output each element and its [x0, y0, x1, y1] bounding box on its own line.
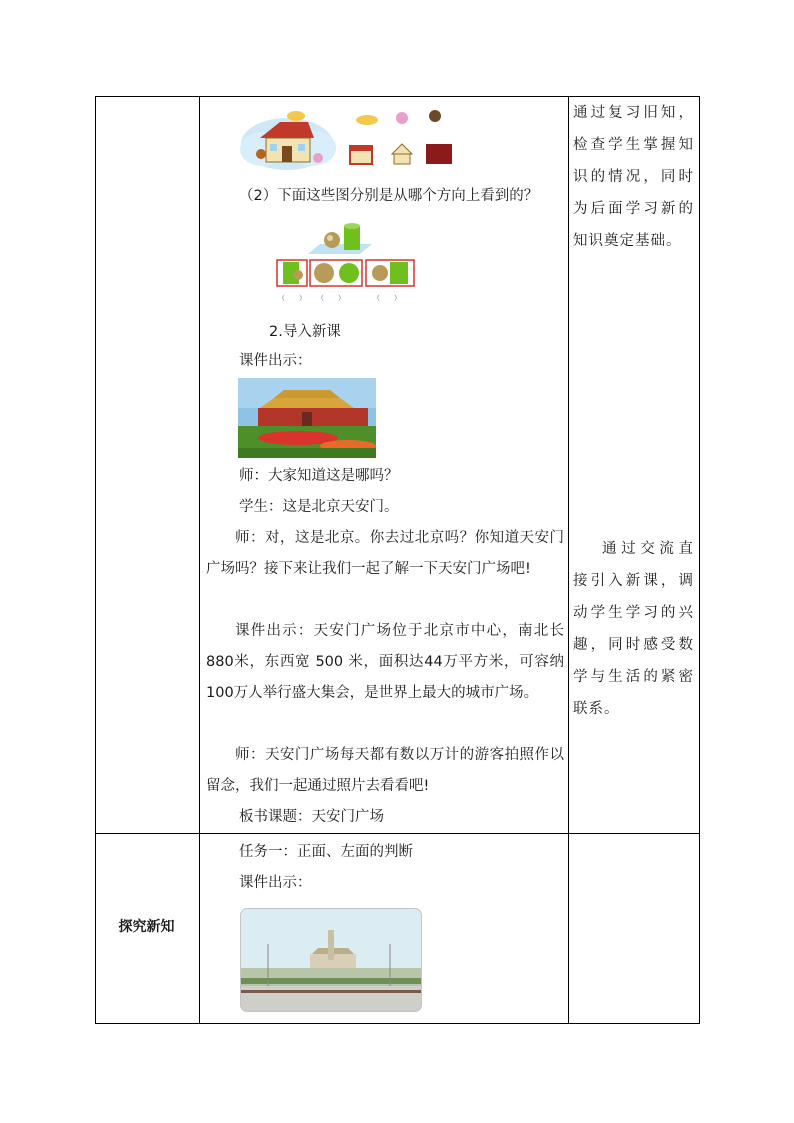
house-views-illustration	[232, 104, 462, 172]
note-intro: 通过交流直接引入新课，调动学生学习的兴趣，同时感受数学与生活的紧密联系。	[573, 541, 694, 717]
section-label-explore: 探究新知	[118, 919, 175, 935]
courseware-plaza-facts: 课件出示：天安门广场位于北京市中心，南北长880米，东西宽 500 米，面积达44万平方米，可容纳100万人举行盛大集会，是世界上最大的城市广场。	[206, 623, 564, 701]
board-topic: 板书课题：天安门广场	[239, 809, 384, 825]
answer-blank: （ ）	[317, 294, 345, 302]
ball-cylinder-views	[272, 218, 422, 294]
tiananmen-square-photo	[240, 908, 422, 1012]
dialogue-student-1: 学生：这是北京天安门。	[239, 499, 399, 515]
dialogue-teacher-1: 师：大家知道这是哪吗？	[239, 468, 399, 484]
courseware-label: 课件出示：	[239, 353, 312, 369]
column-divider	[568, 97, 569, 1023]
answer-blank: （ ）	[278, 294, 306, 302]
question-2: （2）下面这些图分别是从哪个方向上看到的？	[239, 188, 539, 204]
courseware-label: 课件出示：	[239, 875, 312, 891]
answer-blank: （ ）	[373, 294, 401, 302]
section-heading-intro: 2.导入新课	[269, 324, 341, 340]
task-1: 任务一：正面、左面的判断	[239, 844, 413, 860]
column-divider	[199, 97, 200, 1023]
row-divider	[96, 833, 699, 834]
note-review: 通过复习旧知，检查学生掌握知识的情况，同时为后面学习新的知识奠定基础。	[573, 105, 694, 249]
tiananmen-photo	[238, 378, 376, 458]
dialogue-teacher-3: 师：天安门广场每天都有数以万计的游客拍照作以留念，我们一起通过照片去看看吧!	[206, 747, 564, 794]
dialogue-teacher-2: 师：对，这是北京。你去过北京吗？你知道天安门广场吗？接下来让我们一起了解一下天安门广场吧!	[206, 530, 564, 577]
